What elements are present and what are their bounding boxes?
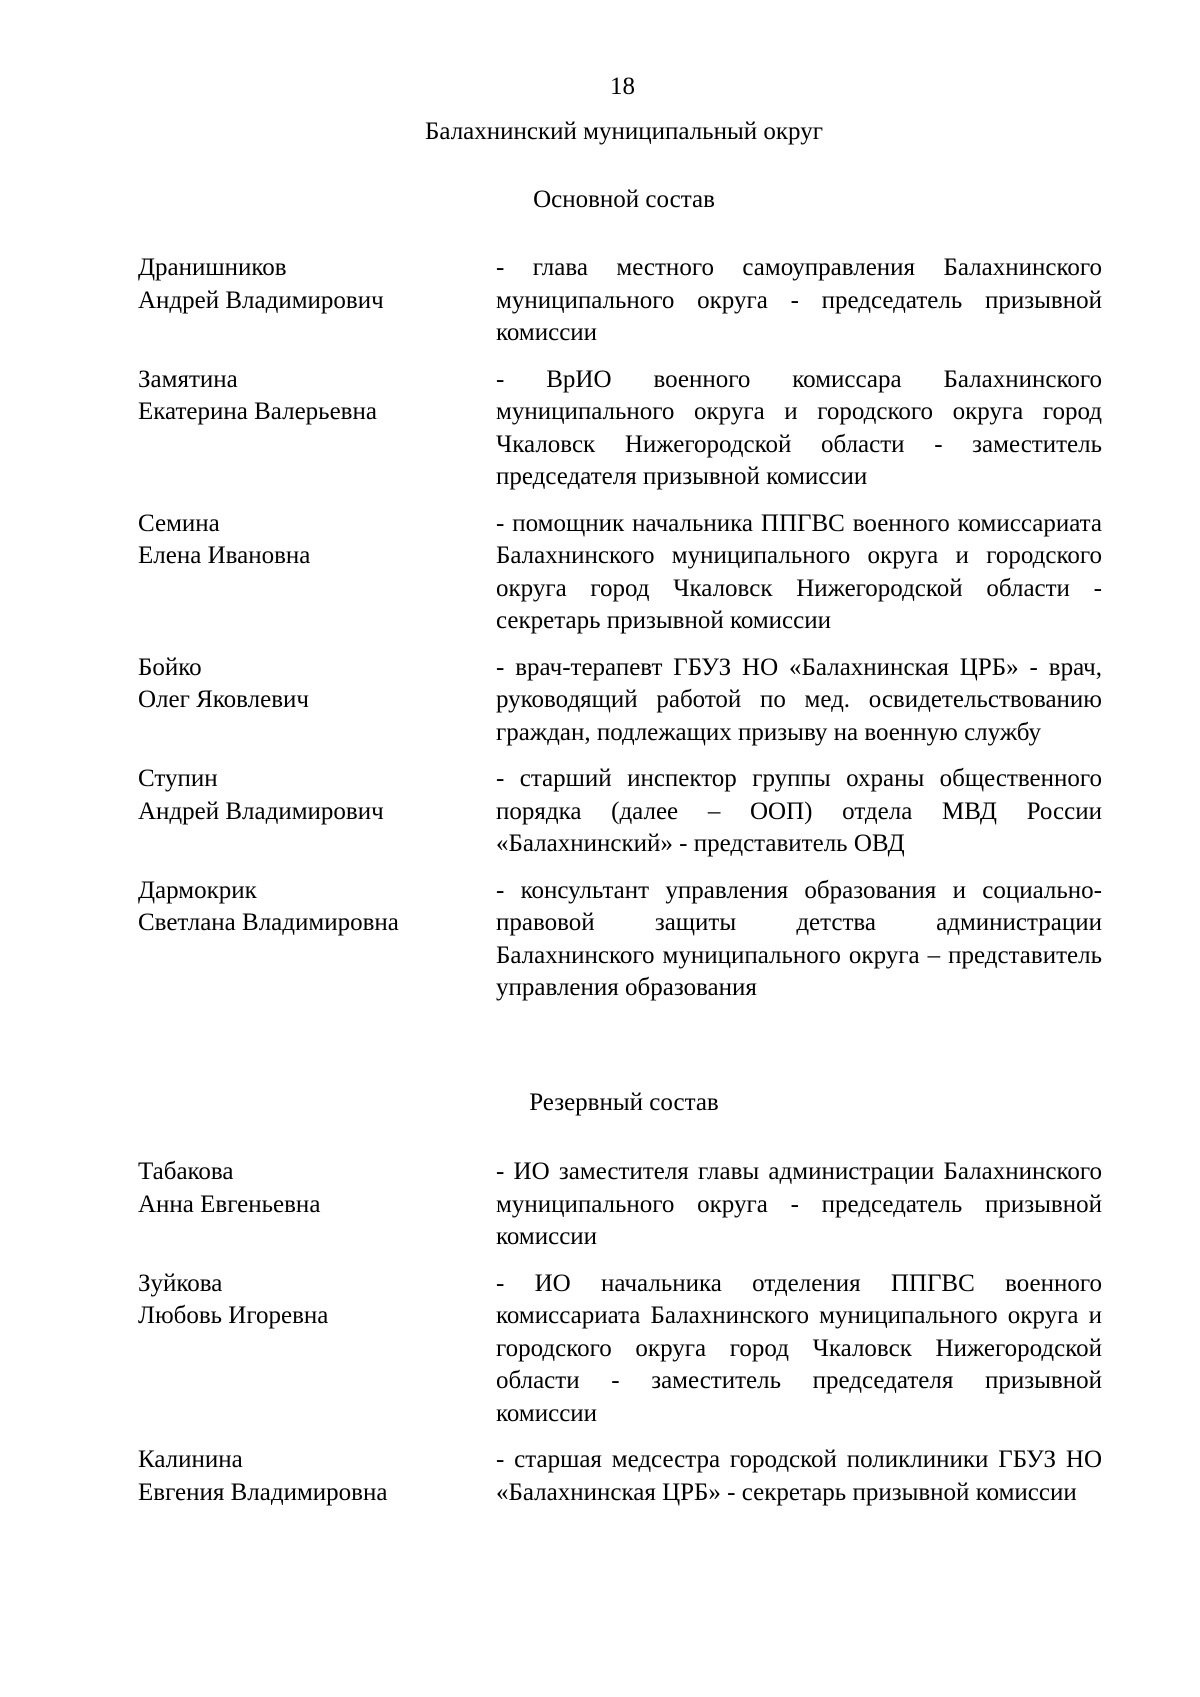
member-name (138, 875, 496, 1005)
member-role: - консультант управления образования и социально-правовой защиты детства администрации Балахнинского муниципального округа – представитель управления образования (496, 876, 1102, 1001)
member-entry (138, 252, 1102, 350)
page-number: 18 (610, 73, 635, 100)
member-role: - помощник начальника ППГВС военного комиссариата Балахнинского муниципального округа и городского округа город Чкаловск Нижегородской области - секретарь призывной комиссии (496, 509, 1102, 634)
member-role: - ВрИО военного комиссара Балахнинского муниципального округа и городского округа город Чкаловск Нижегородской области - заместитель председателя призывной комиссии (496, 365, 1102, 490)
member-surname: Ступин (138, 765, 218, 792)
member-role: - старший инспектор группы охраны общественного порядка (далее – ООП) отдела МВД России «Балахнинский» - представитель ОВД (496, 765, 1102, 857)
member-role: - ИО заместителя главы администрации Балахнинского муниципального округа - председатель призывной комиссии (496, 1158, 1102, 1250)
member-entry (138, 1268, 1102, 1431)
member-given-names: Евгения Владимировна (138, 1478, 388, 1506)
member-name (138, 763, 496, 861)
member-role: - врач-терапевт ГБУЗ НО «Балахнинская ЦРБ» - врач, руководящий работой по мед. освидетельствованию граждан, подлежащих призыву на военную службу (496, 653, 1102, 746)
member-surname: Дранишников (138, 254, 287, 281)
member-role: - старшая медсестра городской поликлиники ГБУЗ НО «Балахнинская ЦРБ» - секретарь призывной комиссии (496, 1446, 1102, 1506)
member-given-names: Светлана Владимировна (138, 909, 399, 936)
member-name (138, 508, 496, 638)
member-name (138, 252, 496, 350)
main-section-heading: Основной состав (533, 186, 715, 213)
member-given-names: Елена Ивановна (138, 542, 311, 569)
member-role: - ИО начальника отделения ППГВС военного комиссариата Балахнинского муниципального округа и городского округа город Чкаловск Нижегородской области - заместитель председателя призывной комиссии (496, 1269, 1102, 1427)
member-given-names: Екатерина Валерьевна (138, 398, 377, 425)
member-surname: Калинина (138, 1446, 243, 1473)
member-given-names: Любовь Игоревна (138, 1302, 329, 1329)
district-title: Балахнинский муниципальный округ (425, 118, 823, 145)
member-entry (138, 1156, 1102, 1254)
member-entry (138, 1444, 1102, 1509)
member-surname: Семина (138, 509, 220, 537)
member-surname: Замятина (138, 365, 238, 393)
member-name (138, 1156, 496, 1254)
member-surname: Дармокрик (138, 876, 257, 904)
member-entry (138, 508, 1102, 638)
member-given-names: Анна Евгеньевна (138, 1190, 321, 1218)
member-name (138, 364, 496, 494)
member-name (138, 1268, 496, 1431)
member-entry (138, 652, 1102, 750)
member-name (138, 1444, 496, 1509)
member-surname: Табакова (138, 1158, 234, 1185)
main-members-list (138, 252, 1102, 1019)
member-given-names: Андрей Владимирович (138, 797, 384, 825)
member-surname: Зуйкова (138, 1269, 223, 1297)
member-entry (138, 763, 1102, 861)
member-entry (138, 875, 1102, 1005)
reserve-members-list (138, 1156, 1102, 1523)
member-role: - глава местного самоуправления Балахнинского муниципального округа - председатель призывной комиссии (496, 254, 1102, 346)
member-given-names: Андрей Владимирович (138, 286, 384, 314)
member-given-names: Олег Яковлевич (138, 686, 309, 713)
member-entry (138, 364, 1102, 494)
member-surname: Бойко (138, 653, 202, 681)
member-name (138, 652, 496, 750)
reserve-section-heading: Резервный состав (529, 1089, 719, 1116)
